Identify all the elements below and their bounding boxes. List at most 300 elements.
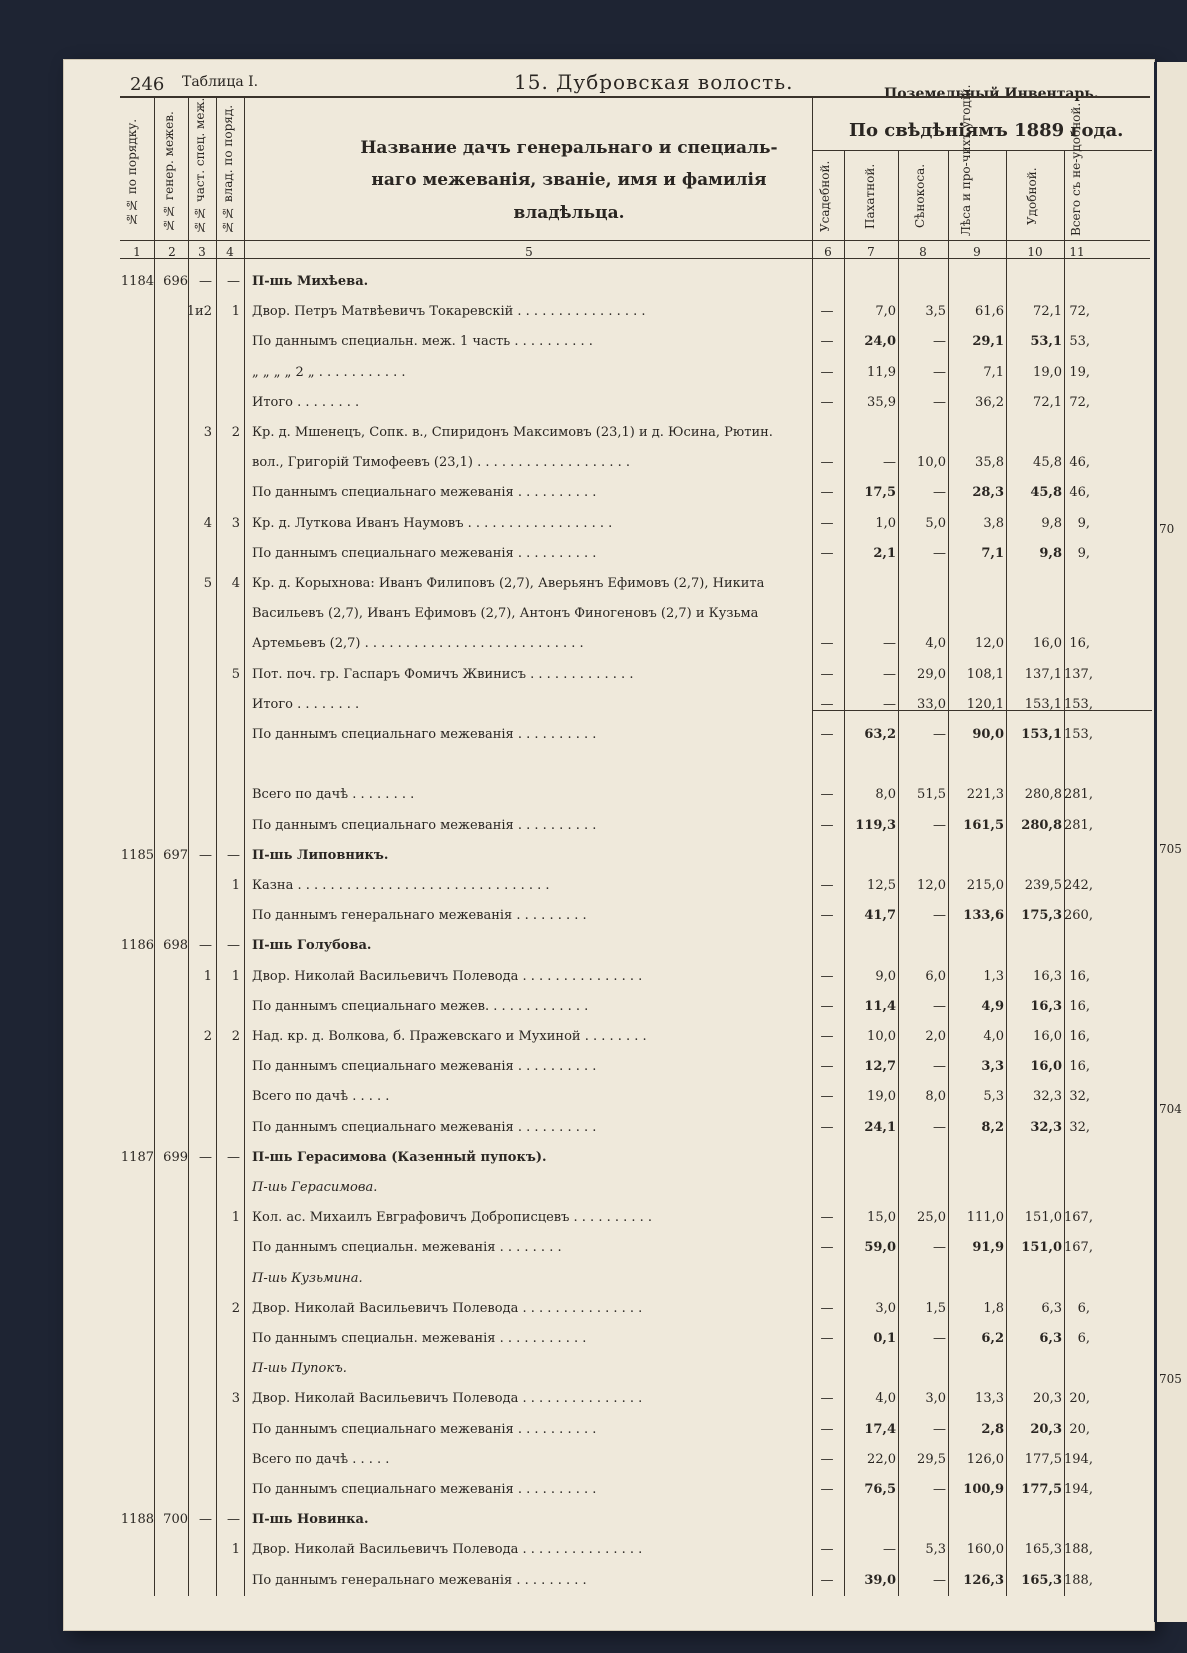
table-row	[64, 908, 1154, 928]
cell-v9: 111,0	[966, 1210, 1004, 1226]
cell-v9: 1,8	[983, 1300, 1004, 1316]
table-row	[64, 1120, 1154, 1140]
cell-text: Всего по дачѣ . . . . . . . .	[252, 787, 415, 803]
cell-text: По даннымъ генеральнаго межеванія . . . . . . . . .	[252, 1572, 587, 1588]
cell-v9: 126,0	[966, 1451, 1004, 1467]
table-row	[64, 1271, 1154, 1291]
cell-v8: 8,0	[925, 1089, 946, 1105]
table-label: Таблица I.	[182, 74, 259, 90]
cell-v8: —	[933, 334, 946, 350]
cell-gen: 700	[163, 1512, 188, 1528]
cell-v8: —	[933, 817, 946, 833]
cell-v6: —	[820, 545, 834, 561]
cell-v11: 242,	[1064, 878, 1093, 893]
cell-v7: 2,1	[873, 545, 896, 561]
cell-v7: 9,0	[875, 968, 896, 984]
cell-v6: —	[820, 908, 834, 924]
table-row	[64, 546, 1154, 566]
cell-id: 1186	[120, 938, 154, 954]
cell-v10: 9,8	[1039, 545, 1062, 561]
cell-v9: 1,3	[983, 968, 1004, 984]
cell-v9: 6,2	[981, 1331, 1004, 1346]
col-number: 5	[525, 245, 533, 259]
cell-v11: 53,	[1069, 334, 1090, 350]
cell-vl: —	[227, 1149, 240, 1165]
cell-v7: 12,7	[864, 1059, 896, 1075]
cell-v10: 20,3	[1030, 1421, 1062, 1437]
table-row	[64, 1512, 1154, 1532]
cell-v6: —	[820, 1300, 834, 1316]
cell-text: Двор. Николай Васильевичъ Полевода . . . . . . . . . . . . . . .	[252, 1391, 643, 1407]
cell-ch: —	[199, 1512, 212, 1528]
cell-v11: 20,	[1069, 1391, 1090, 1407]
cell-gen: 699	[163, 1149, 188, 1165]
col-number: 7	[867, 245, 875, 259]
cell-v9: 8,2	[981, 1119, 1004, 1135]
cell-vl: 2	[231, 1029, 240, 1044]
table-row	[64, 455, 1154, 475]
cell-v11: 281,	[1064, 817, 1093, 833]
table-row	[64, 787, 1154, 807]
col-header-1: №№ по порядку.	[125, 118, 139, 226]
cell-v8: —	[933, 727, 946, 742]
table-row	[64, 727, 1154, 747]
cell-text: Кр. д. Мшенецъ, Сопк. в., Спиридонъ Максимовъ (23,1) и д. Юсина, Рютин.	[252, 425, 773, 440]
cell-v6: —	[820, 1240, 834, 1256]
cell-v6: —	[820, 787, 834, 803]
table-row	[64, 1150, 1154, 1170]
cell-v10: 239,5	[1024, 878, 1062, 893]
table-row	[64, 1482, 1154, 1502]
cell-v7: 39,0	[864, 1572, 896, 1588]
cell-text: Итого . . . . . . . .	[252, 394, 360, 410]
cell-v7: 24,0	[864, 334, 896, 350]
cell-v10: 72,1	[1033, 304, 1062, 320]
cell-text: Артемьевъ (2,7) . . . . . . . . . . . . . . . . . . . . . . . . . . .	[252, 636, 584, 652]
cell-v9: 160,0	[966, 1542, 1004, 1558]
col-header-11: Всего съ не-удобной.	[1069, 102, 1083, 236]
col-number: 8	[919, 245, 927, 259]
cell-id: 1185	[120, 847, 154, 863]
table-row	[64, 818, 1154, 838]
cell-v11: 167,	[1064, 1240, 1093, 1256]
cell-v10: 53,1	[1030, 334, 1062, 350]
cell-ch: 3	[203, 425, 212, 440]
cell-v6: —	[820, 1542, 834, 1558]
table-row	[64, 1361, 1154, 1381]
cell-v10: 16,3	[1030, 998, 1062, 1014]
cell-text: Всего по дачѣ . . . . .	[252, 1451, 390, 1467]
col-header-9: Лѣса и про-чихъ угодій.	[959, 84, 973, 236]
cell-text: Кол. ас. Михаилъ Евграфовичъ Доброписцевъ . . . . . . . . . .	[252, 1210, 653, 1226]
cell-v7: 8,0	[875, 787, 896, 803]
cell-v8: 29,5	[917, 1451, 946, 1467]
table-row	[64, 636, 1154, 656]
cell-v10: 32,3	[1030, 1119, 1062, 1135]
cell-v9: 3,3	[981, 1059, 1004, 1075]
cell-text: П-шь Герасимова (Казенный пупокъ).	[252, 1149, 547, 1165]
cell-vl: 5	[231, 666, 240, 682]
cell-v11: 19,	[1069, 364, 1090, 380]
col-number: 3	[198, 245, 206, 259]
cell-v8: 3,5	[925, 304, 946, 320]
cell-v10: 153,1	[1021, 727, 1062, 742]
strip-number: 705	[1159, 842, 1182, 856]
col-header-4: №№ влад. по поряд.	[221, 104, 235, 234]
cell-v8: 10,0	[917, 455, 946, 471]
cell-v11: 20,	[1069, 1421, 1090, 1437]
cell-v7: 22,0	[867, 1451, 896, 1467]
cell-vl: —	[227, 938, 240, 954]
title-line: наго межеванія, званіе, имя и фамилія	[371, 170, 767, 191]
cell-v11: 16,	[1069, 1029, 1090, 1044]
cell-v6: —	[820, 515, 834, 531]
cell-v8: —	[933, 1119, 946, 1135]
table-row	[64, 395, 1154, 415]
cell-v8: 1,5	[925, 1300, 946, 1316]
cell-v11: 16,	[1069, 968, 1090, 984]
cell-v7: 11,4	[864, 998, 896, 1014]
cell-text: Двор. Петръ Матвѣевичъ Токаревскій . . . . . . . . . . . . . . . .	[252, 304, 646, 320]
cell-text: По даннымъ специальнаго межеванія . . . . . . . . . .	[252, 727, 597, 742]
cell-v9: 7,1	[983, 364, 1004, 380]
col-header-7: Пахатной.	[863, 163, 877, 229]
cell-v6: —	[820, 1572, 834, 1588]
cell-vl: —	[227, 847, 240, 863]
cell-v8: —	[933, 998, 946, 1014]
cell-text: П-шь Голубова.	[252, 938, 372, 954]
table-row	[64, 697, 1154, 717]
cell-v9: 35,8	[975, 455, 1004, 471]
table-row	[64, 1301, 1154, 1321]
table-row	[64, 1422, 1154, 1442]
cell-ch: 4	[203, 515, 212, 531]
cell-vl: 1	[231, 1210, 240, 1226]
cell-v7: 76,5	[864, 1482, 896, 1497]
cell-v9: 215,0	[966, 878, 1004, 893]
col-number: 9	[973, 245, 981, 259]
strip-number: 70	[1159, 522, 1175, 536]
cell-v10: 153,1	[1024, 696, 1062, 712]
cell-vl: 1	[231, 304, 240, 320]
cell-v8: 51,5	[917, 787, 946, 803]
cell-vl: 1	[231, 878, 240, 893]
table-row	[64, 1542, 1154, 1562]
cell-v11: 9,	[1077, 545, 1090, 561]
cell-vl: 4	[231, 576, 240, 591]
cell-text: По даннымъ специальнаго межеванія . . . . . . . . . .	[252, 1482, 597, 1497]
sved-rule	[812, 150, 1152, 151]
cell-v9: 29,1	[972, 334, 1004, 350]
cell-v11: 153,	[1064, 696, 1093, 712]
cell-v10: 280,8	[1024, 787, 1062, 803]
cell-v10: 72,1	[1033, 394, 1062, 410]
cell-v10: 16,0	[1033, 636, 1062, 652]
cell-v10: 16,0	[1033, 1029, 1062, 1044]
cell-text: П-шь Кузьмина.	[252, 1270, 363, 1286]
cell-v7: 4,0	[875, 1391, 896, 1407]
col-header-8: Сѣнокоса.	[913, 163, 927, 229]
cell-text: По даннымъ специальнаго межев. . . . . . . . . . . . .	[252, 998, 589, 1014]
cell-text: Кр. д. Луткова Иванъ Наумовъ . . . . . . . . . . . . . . . . . .	[252, 515, 613, 531]
cell-v7: —	[883, 636, 896, 652]
cell-v7: 119,3	[855, 817, 896, 833]
cell-v9: 13,3	[975, 1391, 1004, 1407]
cell-v6: —	[820, 666, 834, 682]
col-number: 10	[1027, 245, 1043, 259]
table-row	[64, 1180, 1154, 1200]
cell-v6: —	[820, 334, 834, 350]
cell-v9: 133,6	[963, 908, 1004, 924]
cell-v8: —	[933, 394, 946, 410]
cell-v9: 91,9	[972, 1240, 1004, 1256]
cell-v8: —	[933, 485, 946, 501]
cell-v10: 6,3	[1041, 1300, 1062, 1316]
cell-v10: 177,5	[1021, 1482, 1062, 1497]
cell-v11: 281,	[1064, 787, 1093, 803]
table-row	[64, 1391, 1154, 1411]
cell-v9: 90,0	[972, 727, 1004, 742]
cell-v7: 63,2	[864, 727, 896, 742]
column-head-rule	[120, 240, 1150, 241]
cell-vl: 1	[231, 968, 240, 984]
cell-v6: —	[820, 968, 834, 984]
cell-v8: 6,0	[925, 968, 946, 984]
cell-v9: 100,9	[963, 1482, 1004, 1497]
cell-vl: 3	[231, 1391, 240, 1407]
cell-v6: —	[820, 696, 834, 712]
cell-v10: 165,3	[1021, 1572, 1062, 1588]
cell-text: Пот. поч. гр. Гаспаръ Фомичъ Жвинисъ . . . . . . . . . . . . .	[252, 666, 634, 682]
cell-v11: 6,	[1077, 1331, 1090, 1346]
cell-v6: —	[820, 817, 834, 833]
col-number: 6	[824, 245, 832, 259]
cell-v9: 161,5	[963, 817, 1004, 833]
cell-ch: 1	[203, 968, 212, 984]
cell-vl: 1	[231, 1542, 240, 1558]
cell-v11: 188,	[1064, 1542, 1093, 1558]
cell-v6: —	[820, 1029, 834, 1044]
cell-v11: 72,	[1069, 394, 1090, 410]
cell-vl: 2	[231, 425, 240, 440]
cell-v7: —	[883, 1542, 896, 1558]
cell-v8: —	[933, 545, 946, 561]
title-line: Название дачъ генеральнаго и специаль-	[360, 138, 778, 158]
cell-v8: —	[933, 1240, 946, 1256]
cell-v6: —	[820, 364, 834, 380]
cell-v11: 153,	[1064, 727, 1093, 742]
cell-v6: —	[820, 727, 834, 742]
cell-v6: —	[820, 1210, 834, 1226]
cell-v7: 0,1	[873, 1331, 896, 1346]
cell-v10: 16,0	[1030, 1059, 1062, 1075]
cell-id: 1187	[120, 1149, 154, 1165]
cell-v10: 177,5	[1024, 1451, 1062, 1467]
col-header-2: №№ генер. межев.	[162, 111, 176, 233]
col-header-3: №№ част. спец. меж.	[193, 97, 207, 234]
table-row	[64, 1452, 1154, 1472]
page-title: 15. Дубровская волость.	[514, 70, 794, 94]
cell-ch: 1и2	[186, 304, 212, 320]
cell-v8: 33,0	[917, 696, 946, 712]
column-number-rule	[120, 258, 1150, 259]
table-row	[64, 304, 1154, 324]
table-row	[64, 1089, 1154, 1109]
table-row	[64, 1240, 1154, 1260]
cell-v7: 7,0	[875, 304, 896, 320]
table-row	[64, 485, 1154, 505]
cell-v9: 3,8	[983, 515, 1004, 531]
cell-text: Двор. Николай Васильевичъ Полевода . . . . . . . . . . . . . . .	[252, 968, 643, 984]
cell-v10: 280,8	[1021, 817, 1062, 833]
header-right-label: Поземельный Инвентарь.	[884, 86, 1099, 102]
cell-v11: 32,	[1069, 1089, 1090, 1105]
table-row	[64, 848, 1154, 868]
cell-v11: 72,	[1069, 304, 1090, 320]
cell-text: П-шь Герасимова.	[252, 1180, 378, 1195]
table-row	[64, 1059, 1154, 1079]
cell-v10: 151,0	[1024, 1210, 1062, 1226]
cell-v10: 165,3	[1024, 1542, 1062, 1558]
table-row	[64, 1573, 1154, 1593]
cell-ch: 5	[203, 576, 212, 591]
cell-v9: 61,6	[975, 304, 1004, 320]
cell-v6: —	[820, 304, 834, 320]
cell-v6: —	[820, 1391, 834, 1407]
cell-v6: —	[820, 485, 834, 501]
table-row	[64, 1210, 1154, 1230]
cell-v10: 137,1	[1024, 666, 1062, 682]
cell-v7: 10,0	[867, 1029, 896, 1044]
page-number: 246	[130, 74, 165, 95]
table-row	[64, 969, 1154, 989]
cell-v9: 4,0	[983, 1029, 1004, 1044]
cell-v9: 28,3	[972, 485, 1004, 501]
table-row	[64, 606, 1154, 626]
cell-v7: 19,0	[867, 1089, 896, 1105]
cell-v9: 2,8	[981, 1421, 1004, 1437]
cell-v7: 24,1	[864, 1119, 896, 1135]
cell-v6: —	[820, 455, 834, 471]
table-row	[64, 878, 1154, 898]
cell-text: По даннымъ специальнаго межеванія . . . . . . . . . .	[252, 485, 597, 501]
cell-v11: 167,	[1064, 1210, 1093, 1226]
cell-v9: 108,1	[966, 666, 1004, 682]
table-row	[64, 999, 1154, 1019]
table-row	[64, 667, 1154, 687]
cell-v6: —	[820, 878, 834, 893]
cell-v11: 46,	[1069, 485, 1090, 501]
cell-text: Казна . . . . . . . . . . . . . . . . . . . . . . . . . . . . . . .	[252, 878, 550, 893]
cell-v11: 194,	[1064, 1451, 1093, 1467]
title-line: владѣльца.	[513, 202, 625, 223]
cell-v10: 151,0	[1021, 1240, 1062, 1256]
cell-v8: 2,0	[925, 1029, 946, 1044]
table-row	[64, 1029, 1154, 1049]
cell-v10: 45,8	[1030, 485, 1062, 501]
cell-v8: —	[933, 364, 946, 380]
col-number: 4	[226, 245, 234, 259]
cell-v8: 29,0	[917, 666, 946, 682]
cell-text: По даннымъ специальнаго межеванія . . . . . . . . . .	[252, 1059, 597, 1075]
cell-v7: 59,0	[864, 1240, 896, 1256]
cell-v6: —	[820, 1482, 834, 1497]
cell-vl: —	[227, 1512, 240, 1528]
cell-v10: 32,3	[1033, 1089, 1062, 1105]
adjacent-page-strip	[1154, 62, 1187, 1622]
cell-v9: 221,3	[966, 787, 1004, 803]
cell-text: По даннымъ специальнаго межеванія . . . . . . . . . .	[252, 545, 597, 561]
cell-v9: 126,3	[963, 1572, 1004, 1588]
cell-v7: 11,9	[867, 364, 896, 380]
cell-text: П-шь Михѣева.	[252, 274, 369, 289]
cell-v8: 3,0	[925, 1391, 946, 1407]
cell-v7: 12,5	[867, 878, 896, 893]
cell-v6: —	[820, 1089, 834, 1105]
cell-text: По даннымъ специальнаго межеванія . . . . . . . . . .	[252, 1119, 597, 1135]
cell-v8: 25,0	[917, 1210, 946, 1226]
name-column-title	[334, 132, 804, 229]
cell-text: По даннымъ специальн. меж. 1 часть . . . . . . . . . .	[252, 334, 593, 350]
cell-v6: —	[820, 1451, 834, 1467]
cell-v7: 17,5	[864, 485, 896, 501]
cell-text: вол., Григорій Тимофеевъ (23,1) . . . . . . . . . . . . . . . . . . .	[252, 455, 630, 471]
table-row	[64, 334, 1154, 354]
sved-title: По свѣдѣніямъ 1889 года.	[849, 120, 1124, 141]
cell-ch: —	[199, 938, 212, 954]
cell-gen: 697	[163, 847, 188, 863]
cell-v9: 120,1	[966, 696, 1004, 712]
cell-v8: —	[933, 1331, 946, 1346]
cell-id: 1188	[120, 1512, 154, 1528]
cell-text: Кр. д. Корыхнова: Иванъ Филиповъ (2,7), Аверьянъ Ефимовъ (2,7), Никита	[252, 576, 765, 591]
cell-v11: 260,	[1064, 908, 1093, 924]
cell-text: По даннымъ генеральнаго межеванія . . . . . . . . .	[252, 908, 587, 924]
cell-v9: 36,2	[975, 394, 1004, 410]
cell-ch: —	[199, 1149, 212, 1165]
cell-v8: 5,0	[925, 515, 946, 531]
cell-v6: —	[820, 1059, 834, 1075]
document-page	[64, 60, 1154, 1630]
cell-v7: 1,0	[875, 515, 896, 531]
cell-v7: 41,7	[864, 908, 896, 924]
cell-text: По даннымъ специальнаго межеванія . . . . . . . . . .	[252, 1421, 597, 1437]
col-number: 1	[133, 245, 141, 259]
cell-v8: —	[933, 908, 946, 924]
cell-text: Васильевъ (2,7), Иванъ Ефимовъ (2,7), Антонъ Финогеновъ (2,7) и Кузьма	[252, 606, 759, 622]
cell-v8: —	[933, 1482, 946, 1497]
cell-v9: 4,9	[981, 998, 1004, 1014]
cell-gen: 698	[163, 938, 188, 954]
cell-vl: —	[227, 274, 240, 289]
table-row	[64, 516, 1154, 536]
strip-number: 705	[1159, 1372, 1182, 1386]
table-row	[64, 274, 1154, 294]
col-header-10: Удобной.	[1025, 167, 1039, 225]
cell-v11: 16,	[1069, 998, 1090, 1014]
cell-v7: 3,0	[875, 1300, 896, 1316]
cell-text: П-шь Пупокъ.	[252, 1361, 347, 1377]
cell-v10: 9,8	[1041, 515, 1062, 531]
cell-text: По даннымъ специальн. межеванія . . . . . . . . . . .	[252, 1331, 587, 1346]
col-header-6: Усадебной.	[818, 160, 832, 232]
cell-v6: —	[820, 1421, 834, 1437]
cell-v11: 137,	[1064, 666, 1093, 682]
cell-text: П-шь Новинка.	[252, 1512, 369, 1528]
table-row	[64, 576, 1154, 596]
col-number: 11	[1069, 245, 1085, 259]
table-row	[64, 938, 1154, 958]
